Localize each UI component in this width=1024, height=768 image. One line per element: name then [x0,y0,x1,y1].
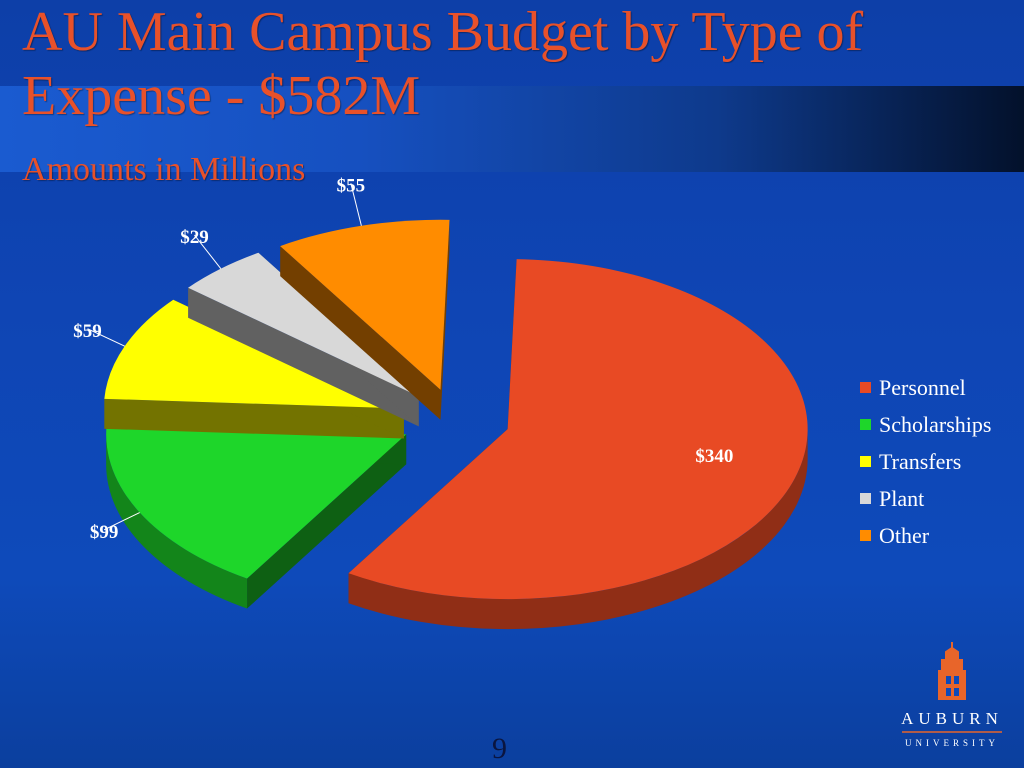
legend-label: Personnel [879,374,966,400]
legend-item-plant [860,480,991,517]
data-label-other: $55 [336,175,366,197]
legend-label: Scholarships [879,411,992,437]
auburn-logo [894,640,1010,750]
data-label-personnel: $340 [695,446,734,468]
page-number: 9 [492,732,507,765]
slide-title: AU Main Campus Budget by Type of Expense - $582M [22,1,864,127]
legend-item-other [860,517,991,554]
chart-legend [860,369,991,554]
legend-item-transfers [860,443,991,480]
legend-label: Plant [879,485,925,511]
legend-swatch [860,419,871,430]
legend-swatch [860,456,871,467]
logo-subline: UNIVERSITY [905,738,999,748]
data-label-plant: $29 [180,227,209,249]
data-label-scholarships: $99 [89,521,119,543]
logo-wordmark: AUBURN [901,709,1003,728]
tower-icon [938,642,966,700]
legend-item-scholarships [860,406,991,443]
legend-label: Transfers [879,448,962,474]
slide-subtitle: Amounts in Millions [22,151,306,188]
legend-swatch [860,493,871,504]
data-label-transfers: $59 [73,320,102,342]
legend-label: Other [879,522,930,548]
legend-swatch [860,382,871,393]
legend-swatch [860,530,871,541]
legend-item-personnel [860,369,991,406]
